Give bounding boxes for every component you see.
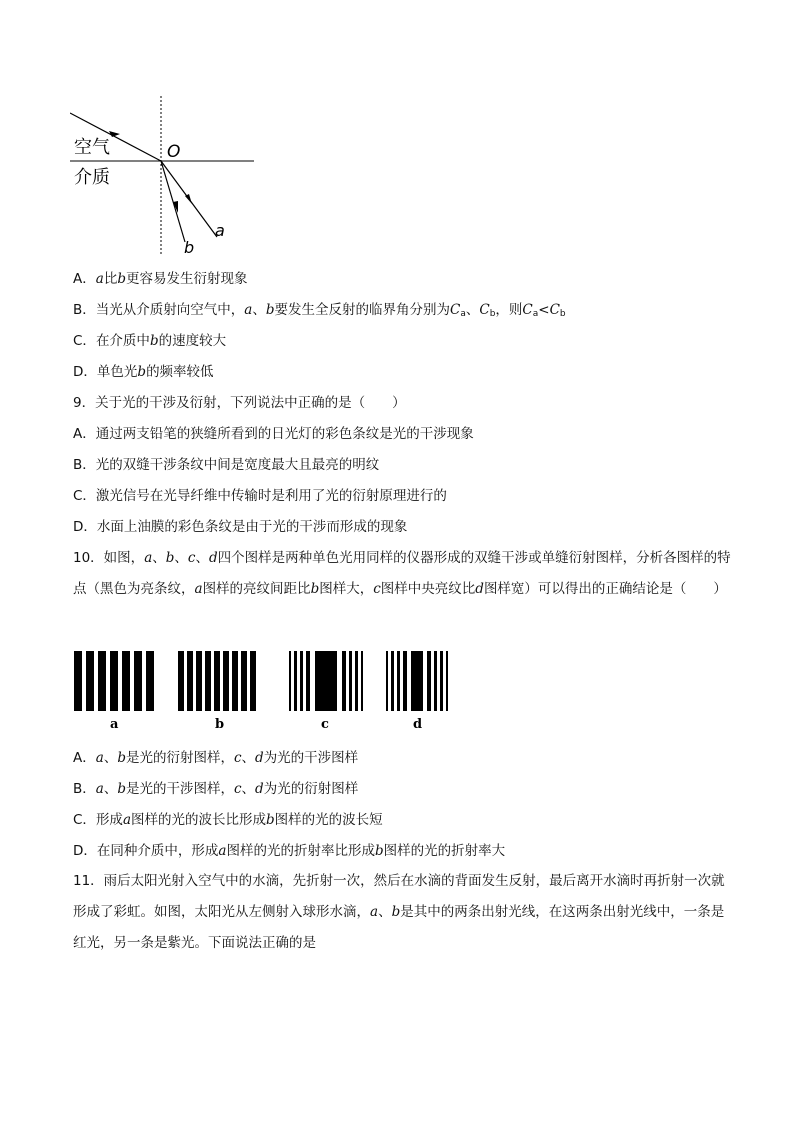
medium-label: 介质 bbox=[74, 167, 110, 188]
q8-text: 的频率较低 bbox=[146, 364, 214, 380]
q10-option-c-tag: C． bbox=[73, 812, 96, 828]
subscript-b: b bbox=[489, 309, 496, 319]
ray-a-arrowhead bbox=[185, 194, 192, 204]
ray-b-label: b bbox=[184, 238, 195, 257]
var-c: C bbox=[479, 302, 490, 318]
q10-text: 图样的光的波长比形成 bbox=[131, 812, 266, 828]
pattern-c-label: c bbox=[321, 717, 329, 732]
q8-text: 更容易发生衍射现象 bbox=[125, 271, 248, 287]
var-d: d bbox=[475, 581, 484, 597]
q8-text: 单色光 bbox=[96, 364, 138, 380]
q10-text: 图样中央亮纹比 bbox=[380, 581, 476, 597]
q11-stem bbox=[73, 866, 733, 959]
q8-text: 比 bbox=[103, 271, 118, 287]
subscript-a: a bbox=[460, 309, 466, 319]
var-b: b bbox=[374, 843, 384, 859]
q10-text: 10．如图， bbox=[73, 550, 145, 566]
var-b: b bbox=[165, 550, 175, 566]
var-b: b bbox=[137, 364, 147, 380]
q10-text: 为光的衍射图样 bbox=[263, 781, 359, 797]
q10-option-c bbox=[73, 811, 383, 829]
q10-option-b bbox=[73, 780, 358, 798]
q10-stem bbox=[73, 543, 733, 636]
ray-b-line bbox=[161, 161, 185, 242]
ray-a-label: a bbox=[215, 221, 225, 240]
q8-option-b bbox=[73, 301, 566, 323]
var-a: a bbox=[144, 550, 153, 566]
q11-text: 11．雨后太阳光射入空气中的水滴，先折射一次，然后在水滴的背面发生反射，最后离开水滴时再折射一次就形成了彩虹。如图，太阳光从左侧射入球形水滴， bbox=[73, 873, 725, 920]
q10-text: 是光的干涉图样， bbox=[125, 781, 234, 797]
separator: 、 bbox=[378, 904, 392, 920]
var-c: c bbox=[233, 750, 242, 766]
q10-text: 四个图样是两种单色光用同样的仪器形成的双缝干涉或单缝衍射图样，分析各图样的特点（黑色为亮条纹， bbox=[73, 550, 731, 597]
point-o-label: O bbox=[167, 142, 181, 162]
pattern-b bbox=[178, 651, 256, 711]
var-d: d bbox=[208, 550, 218, 566]
q11-text: 是其中的两条出射光线，在这两条出射光线中，一条是红光，另一条是紫光。下面说法正确的是 bbox=[73, 904, 725, 951]
var-a: a bbox=[122, 812, 131, 828]
separator: 、 bbox=[241, 781, 256, 797]
var-c: c bbox=[233, 781, 242, 797]
q9-option-b: B．光的双缝干涉条纹中间是宽度最大且最亮的明纹 bbox=[73, 457, 380, 473]
var-b: b bbox=[266, 812, 275, 828]
var-a: a bbox=[194, 581, 203, 597]
var-a: a bbox=[218, 843, 227, 859]
pattern-b-label: b bbox=[215, 717, 225, 732]
separator: 、 bbox=[152, 550, 166, 566]
q10-option-b-tag: B． bbox=[73, 781, 96, 797]
q8-option-c bbox=[73, 332, 226, 350]
refraction-figure bbox=[70, 92, 260, 262]
var-c: C bbox=[522, 302, 533, 318]
q9-option-a: A．通过两支铅笔的狭缝所看到的日光灯的彩色条纹是光的干涉现象 bbox=[73, 426, 474, 442]
q10-text: 图样宽）可以得出的正确结论是（ ） bbox=[483, 581, 727, 597]
var-a: a bbox=[370, 904, 379, 920]
pattern-d bbox=[386, 651, 448, 711]
q9-option-d: D．水面上油膜的彩色条纹是由于光的干涉而形成的现象 bbox=[73, 519, 408, 535]
q10-text: 图样大， bbox=[319, 581, 374, 597]
var-a: a bbox=[95, 271, 104, 287]
subscript-b: b bbox=[559, 309, 566, 319]
q8-option-d-tag: D． bbox=[73, 364, 97, 380]
q8-text: ，则 bbox=[495, 302, 523, 318]
pattern-d-label: d bbox=[413, 717, 423, 732]
q8-text: 、 bbox=[252, 302, 266, 318]
var-a: a bbox=[95, 781, 104, 797]
air-label: 空气 bbox=[74, 137, 110, 158]
q10-option-a-tag: A． bbox=[73, 750, 96, 766]
separator: 、 bbox=[103, 750, 118, 766]
q10-text: 图样的光的折射率大 bbox=[383, 843, 506, 859]
var-c: c bbox=[187, 550, 196, 566]
var-a: a bbox=[244, 302, 253, 318]
q9-stem: 9．关于光的干涉及衍射，下列说法中正确的是（ ） bbox=[73, 395, 406, 411]
q9-option-c: C．激光信号在光导纤维中传输时是利用了光的衍射原理进行的 bbox=[73, 488, 447, 504]
q8-text: 要发生全反射的临界角分别为 bbox=[274, 302, 450, 318]
separator: 、 bbox=[195, 550, 209, 566]
q8-option-a-tag: A． bbox=[73, 271, 96, 287]
var-b: b bbox=[117, 781, 126, 797]
q10-option-a bbox=[73, 749, 358, 767]
q10-text: 是光的衍射图样， bbox=[125, 750, 234, 766]
var-c: C bbox=[449, 302, 461, 318]
q8-text: 当光从介质射向空气中， bbox=[95, 302, 245, 318]
q10-text: 形成 bbox=[95, 812, 123, 828]
q10-text: 图样的光的波长短 bbox=[274, 812, 383, 828]
subscript-a: a bbox=[532, 309, 539, 319]
var-c: C bbox=[549, 302, 560, 318]
var-b: b bbox=[117, 750, 126, 766]
pattern-a-label: a bbox=[110, 717, 119, 732]
q10-option-d bbox=[73, 842, 505, 860]
var-b: b bbox=[265, 302, 275, 318]
var-b: b bbox=[310, 581, 320, 597]
q8-option-d bbox=[73, 363, 214, 381]
q8-option-b-tag: B． bbox=[73, 302, 96, 318]
q10-text: 在同种介质中，形成 bbox=[96, 843, 219, 859]
separator: 、 bbox=[103, 781, 118, 797]
less-than: < bbox=[538, 302, 550, 318]
q10-text: 为光的干涉图样 bbox=[263, 750, 359, 766]
q8-text: 、 bbox=[465, 302, 480, 318]
q10-option-d-tag: D． bbox=[73, 843, 97, 859]
q8-text: 在介质中 bbox=[95, 333, 150, 349]
q8-text: 的速度较大 bbox=[158, 333, 227, 349]
q10-text: 图样的亮纹间距比 bbox=[202, 581, 311, 597]
separator: 、 bbox=[241, 750, 256, 766]
q10-text: 图样的光的折射率比形成 bbox=[226, 843, 375, 859]
fringe-patterns-figure bbox=[70, 648, 460, 734]
var-d: d bbox=[255, 750, 264, 766]
var-b: b bbox=[149, 333, 159, 349]
q8-option-a bbox=[73, 270, 247, 288]
pattern-a bbox=[74, 651, 154, 711]
q8-option-c-tag: C． bbox=[73, 333, 96, 349]
separator: 、 bbox=[174, 550, 188, 566]
pattern-c bbox=[289, 651, 363, 711]
var-a: a bbox=[95, 750, 104, 766]
var-b: b bbox=[117, 271, 126, 287]
var-b: b bbox=[391, 904, 401, 920]
var-c: c bbox=[373, 581, 381, 597]
var-d: d bbox=[255, 781, 264, 797]
